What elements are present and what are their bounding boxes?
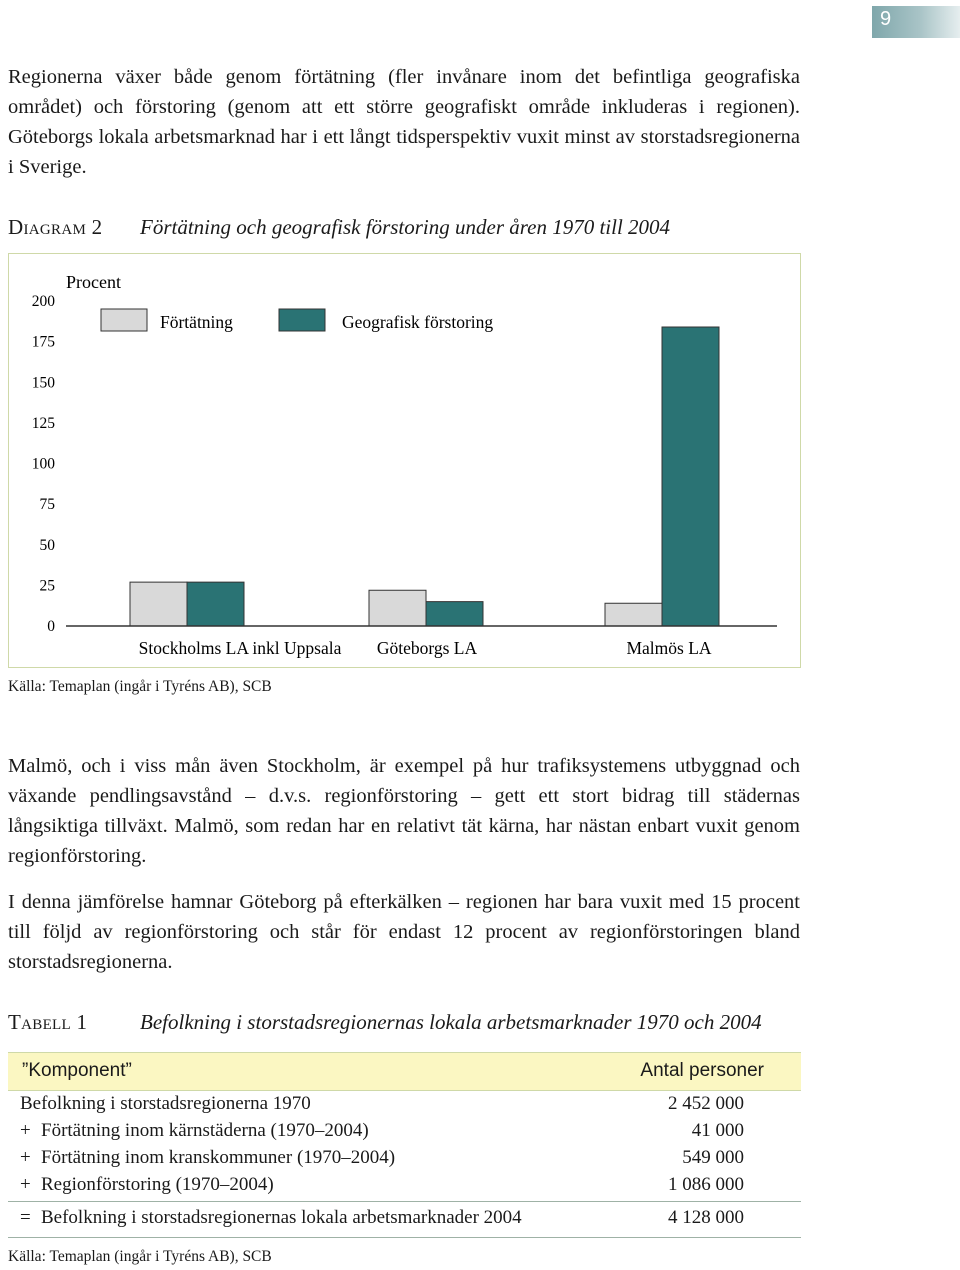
page-number: 9 bbox=[880, 8, 892, 30]
table-divider bbox=[8, 1201, 801, 1202]
table-row bbox=[20, 1093, 744, 1120]
row-label: Befolkning i storstadsregionerna 1970 bbox=[20, 1093, 311, 1114]
y-tick-label: 175 bbox=[31, 333, 55, 351]
diagram-title: Förtätning och geografisk förstoring under åren 1970 till 2004 bbox=[140, 215, 671, 239]
bar bbox=[130, 582, 187, 626]
y-tick-label: 150 bbox=[31, 374, 55, 392]
legend-label: Förtätning bbox=[160, 312, 233, 332]
row-operator: + bbox=[20, 1120, 31, 1141]
y-tick-label: 125 bbox=[31, 414, 55, 432]
y-tick-label: 25 bbox=[39, 577, 55, 595]
bar-chart bbox=[9, 254, 800, 667]
row-operator: + bbox=[20, 1147, 31, 1168]
bar bbox=[662, 327, 719, 626]
table-row bbox=[20, 1120, 744, 1147]
row-value: 2 452 000 bbox=[668, 1093, 744, 1114]
legend-label: Geografisk förstoring bbox=[342, 312, 494, 332]
y-tick-label: 50 bbox=[39, 536, 55, 554]
diagram-label: Diagram 2 bbox=[8, 215, 103, 239]
row-label: Regionförstoring (1970–2004) bbox=[41, 1174, 274, 1195]
x-category-label: Göteborgs LA bbox=[376, 638, 478, 658]
table-caption bbox=[8, 1010, 762, 1035]
table-row bbox=[20, 1174, 744, 1201]
y-tick-label: 200 bbox=[31, 293, 55, 310]
total-label: Befolkning i storstadsregionernas lokala arbetsmarknader 2004 bbox=[41, 1207, 522, 1228]
table-row bbox=[20, 1147, 744, 1174]
row-operator: + bbox=[20, 1174, 31, 1195]
table-bottom-rule bbox=[8, 1237, 801, 1238]
total-operator: = bbox=[20, 1207, 31, 1228]
legend-swatch bbox=[279, 309, 325, 331]
chart-source: Källa: Temaplan (ingår i Tyréns AB), SCB bbox=[8, 678, 272, 695]
x-category-label: Stockholms LA inkl Uppsala bbox=[138, 638, 342, 658]
bar bbox=[426, 602, 483, 626]
y-tick-label: 75 bbox=[39, 496, 55, 514]
table-label: Tabell 1 bbox=[8, 1010, 88, 1034]
intro-paragraph: Regionerna växer både genom förtätning (fler invånare inom det befintliga geografiska området) och förstoring (genom att ett större geografiskt område inkluderas i regionen). Göteborgs lokala arbetsmarknad har i ett långt tidsperspektiv vuxit minst av storstadsregionerna i Sverige. bbox=[8, 66, 800, 178]
y-axis-label: Procent bbox=[66, 272, 121, 292]
legend-swatch bbox=[101, 309, 147, 331]
total-value: 4 128 000 bbox=[668, 1207, 744, 1228]
diagram-caption bbox=[8, 215, 671, 240]
y-tick-label: 0 bbox=[47, 618, 55, 635]
table-total-row bbox=[20, 1207, 744, 1234]
row-label: Förtätning inom kranskommuner (1970–2004) bbox=[41, 1147, 396, 1168]
x-category-label: Malmös LA bbox=[626, 638, 712, 658]
y-tick-label: 100 bbox=[31, 455, 55, 473]
table-source: Källa: Temaplan (ingår i Tyréns AB), SCB bbox=[8, 1248, 272, 1265]
bar bbox=[605, 603, 662, 626]
row-label: Förtätning inom kärnstäderna (1970–2004) bbox=[41, 1120, 369, 1141]
bar bbox=[187, 582, 244, 626]
row-value: 41 000 bbox=[691, 1120, 744, 1141]
row-value: 549 000 bbox=[682, 1147, 744, 1168]
chart-frame bbox=[8, 253, 801, 668]
table-title: Befolkning i storstadsregionernas lokala arbetsmarknader 1970 och 2004 bbox=[140, 1010, 762, 1034]
table-header-component: ”Komponent” bbox=[22, 1060, 132, 1081]
table-header-count: Antal personer bbox=[640, 1060, 764, 1081]
body-paragraph-3: I denna jämförelse hamnar Göteborg på efterkälken – regionen har bara vuxit med 15 procent till följd av regionförstoring och står för endast 12 procent av regionförstoringen bland storstadsregionerna. bbox=[8, 891, 800, 973]
row-value: 1 086 000 bbox=[668, 1174, 744, 1195]
bar bbox=[369, 590, 426, 626]
table-header bbox=[8, 1052, 801, 1091]
body-paragraph-2: Malmö, och i viss mån även Stockholm, är exempel på hur trafiksystemens utbyggnad och växande pendlingsavstånd – d.v.s. regionförstoring – gett ett stort bidrag till städernas långsiktiga tillväxt. Malmö, som redan har en relativt tät kärna, har nästan enbart vuxit genom regionförstoring. bbox=[8, 755, 800, 867]
